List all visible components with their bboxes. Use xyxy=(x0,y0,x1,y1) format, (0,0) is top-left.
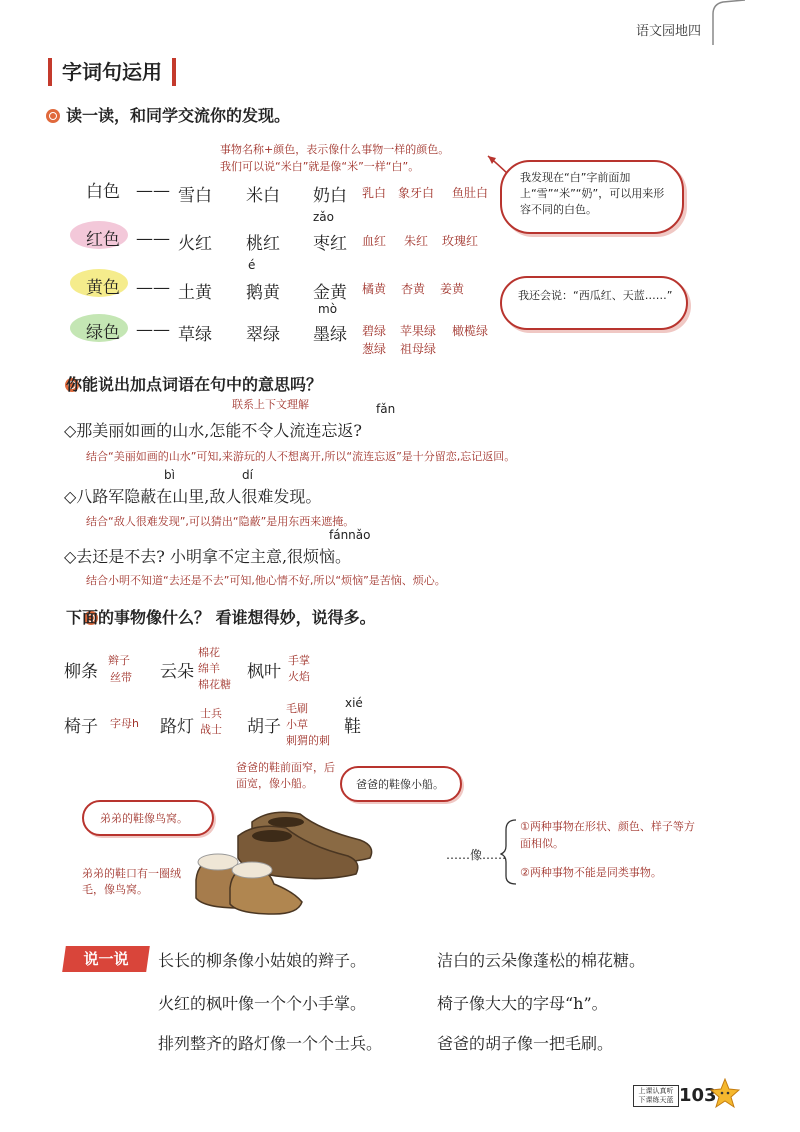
q2-answer-3: 结合小明不知道“去还是不去”可知,他心情不好,所以“烦恼”是苦恼、烦心。 xyxy=(86,574,446,587)
q3-word: 枫叶 xyxy=(247,662,281,682)
q3-note: 手掌 xyxy=(288,654,310,667)
bubble-dad-text: 爸爸的鞋像小船。 xyxy=(356,778,444,791)
q3-note: 战士 xyxy=(200,723,222,736)
dash: —— xyxy=(136,278,170,298)
speak-sentence: 火红的枫叶像一个个小手掌。 xyxy=(158,994,367,1013)
like-rule-1: ①两种事物在形状、颜色、样子等方面相似。 xyxy=(520,820,695,850)
word: 桃红 xyxy=(246,234,280,254)
q3-note: 士兵 xyxy=(200,707,222,720)
speech-bubble-1 xyxy=(500,160,684,234)
bracket xyxy=(500,816,520,886)
speak-sentence: 长长的柳条像小姑娘的辫子。 xyxy=(158,951,367,970)
word: 火红 xyxy=(178,234,212,254)
footer-slogan xyxy=(633,1085,679,1107)
q3-note: 棉花糖 xyxy=(198,678,231,691)
q3-note: 棉花 xyxy=(198,646,220,659)
speak-sentence: 洁白的云朵像蓬松的棉花糖。 xyxy=(437,951,646,970)
extra-word: 苹果绿 xyxy=(400,324,437,338)
q3-note: 辫子 xyxy=(108,654,130,667)
q3-word: 椅子 xyxy=(64,717,98,737)
q3-note: 字母h xyxy=(110,717,139,730)
star-mascot-icon xyxy=(710,1078,740,1112)
pinyin: xié xyxy=(345,696,363,710)
color-green: 绿色 xyxy=(86,323,120,343)
word: 米白 xyxy=(246,186,280,206)
q1-title: 读一读，和同学交流你的发现。 xyxy=(66,106,291,125)
q2-sentence-1: ◇那美丽如画的山水,怎能不令人流连忘返? xyxy=(64,421,362,440)
q3-note: 丝带 xyxy=(110,671,132,684)
q3-title: 下面的事物像什么？ 看谁想得妙，说得多。 xyxy=(66,608,376,627)
q2-answer-1: 结合“美丽如画的山水”可知,来游玩的人不想离开,所以“流连忘返”是十分留恋,忘记返回。 xyxy=(86,450,516,463)
shoe-note-dad: 爸爸的鞋前面窄，后面宽，像小船。 xyxy=(236,761,335,790)
question-bullet-icon xyxy=(46,109,60,123)
page-number: 103 xyxy=(679,1085,717,1106)
extra-word: 姜黄 xyxy=(440,282,465,296)
dash: —— xyxy=(136,181,170,201)
pinyin: zǎo xyxy=(313,210,334,224)
q2-title: 你能说出加点词语在句中的意思吗？ xyxy=(66,375,323,394)
extra-word: 鱼肚白 xyxy=(452,186,489,200)
color-yellow: 黄色 xyxy=(86,278,120,298)
section-title: 字词句运用 xyxy=(62,60,162,84)
extra-word: 乳白 xyxy=(362,186,387,200)
pinyin: é xyxy=(248,258,256,272)
bubble2-text: 我还会说：“西瓜红、天蓝……” xyxy=(518,289,673,302)
q3-note: 小草 xyxy=(286,718,308,731)
speak-sentence: 爸爸的胡子像一把毛刷。 xyxy=(437,1034,614,1053)
word: 翠绿 xyxy=(246,325,280,345)
speak-label xyxy=(62,946,150,972)
color-red: 红色 xyxy=(86,230,120,250)
word: 奶白 xyxy=(313,186,347,206)
extra-word: 橄榄绿 xyxy=(452,324,489,338)
speak-label-text: 说一说 xyxy=(83,950,129,968)
speak-sentence: 排列整齐的路灯像一个个士兵。 xyxy=(158,1034,383,1053)
unit-title: 语文园地四 xyxy=(636,24,702,39)
q2-hint: 联系上下文理解 xyxy=(232,398,309,411)
q3-note: 毛刷 xyxy=(286,702,308,715)
q3-word: 柳条 xyxy=(64,662,98,682)
pinyin: fǎn xyxy=(376,402,396,416)
extra-word: 碧绿 xyxy=(362,324,387,338)
word: 雪白 xyxy=(178,186,212,206)
extra-word: 祖母绿 xyxy=(400,342,437,356)
shoe-note-brother: 弟弟的鞋口有一圈绒毛，像鸟窝。 xyxy=(82,867,181,896)
speak-sentence: 椅子像大大的字母“h”。 xyxy=(437,994,608,1013)
bubble1-text: 我发现在“白”字前面加上“雪”“米”“奶”，可以用来形容不同的白色。 xyxy=(520,171,665,216)
q3-note: 绵羊 xyxy=(198,662,220,675)
q3-word: 云朵 xyxy=(160,662,194,682)
extra-word: 葱绿 xyxy=(362,342,387,356)
q3-word: 鞋 xyxy=(344,717,361,737)
section-title-box xyxy=(48,58,176,86)
shoes-illustration xyxy=(190,800,380,920)
q3-note: 火焰 xyxy=(288,670,310,683)
q2-sentence-2: ◇八路军隐蔽在山里,敌人很难发现。 xyxy=(64,487,322,506)
word: 鹅黄 xyxy=(246,283,280,303)
pinyin: mò xyxy=(318,302,338,316)
bubble-brother-text: 弟弟的鞋像鸟窝。 xyxy=(100,812,188,825)
slogan-line-2: 下课练天蓝 xyxy=(638,1096,674,1104)
speech-bubble-dad xyxy=(340,766,462,802)
extra-word: 象牙白 xyxy=(398,186,435,200)
pinyin: dí xyxy=(242,468,253,482)
dash: —— xyxy=(136,229,170,249)
extra-word: 朱红 xyxy=(404,234,429,248)
like-rule-2: ②两种事物不能是同类事物。 xyxy=(520,866,662,879)
q3-note: 刺猬的刺 xyxy=(286,734,330,747)
q1-note-line1: 事物名称+颜色，表示像什么事物一样的颜色。 xyxy=(220,143,450,156)
extra-word: 杏黄 xyxy=(401,282,426,296)
color-white: 白色 xyxy=(86,182,120,202)
word: 土黄 xyxy=(178,283,212,303)
dash: —— xyxy=(136,320,170,340)
slogan-line-1: 上课认真听 xyxy=(638,1087,674,1095)
q3-word: 路灯 xyxy=(160,717,194,737)
extra-word: 血红 xyxy=(362,234,387,248)
q3-word: 胡子 xyxy=(247,717,281,737)
extra-word: 玫瑰红 xyxy=(442,234,479,248)
word: 金黄 xyxy=(313,283,347,303)
extra-word: 橘黄 xyxy=(362,282,387,296)
word: 草绿 xyxy=(178,325,212,345)
corner-decoration xyxy=(705,0,745,45)
q1-note-line2: 我们可以说“米白”就是像“米”一样“白”。 xyxy=(220,160,420,173)
word: 枣红 xyxy=(313,234,347,254)
speech-bubble-2 xyxy=(500,276,688,330)
word: 墨绿 xyxy=(313,325,347,345)
like-label: ……像…… xyxy=(446,848,507,862)
pinyin: bì xyxy=(164,468,175,482)
q2-answer-2: 结合“敌人很难发现”,可以猜出“隐蔽”是用东西来遮掩。 xyxy=(86,515,355,528)
q2-sentence-3: ◇去还是不去? 小明拿不定主意,很烦恼。 xyxy=(64,547,352,566)
pinyin: fánnǎo xyxy=(329,528,371,542)
